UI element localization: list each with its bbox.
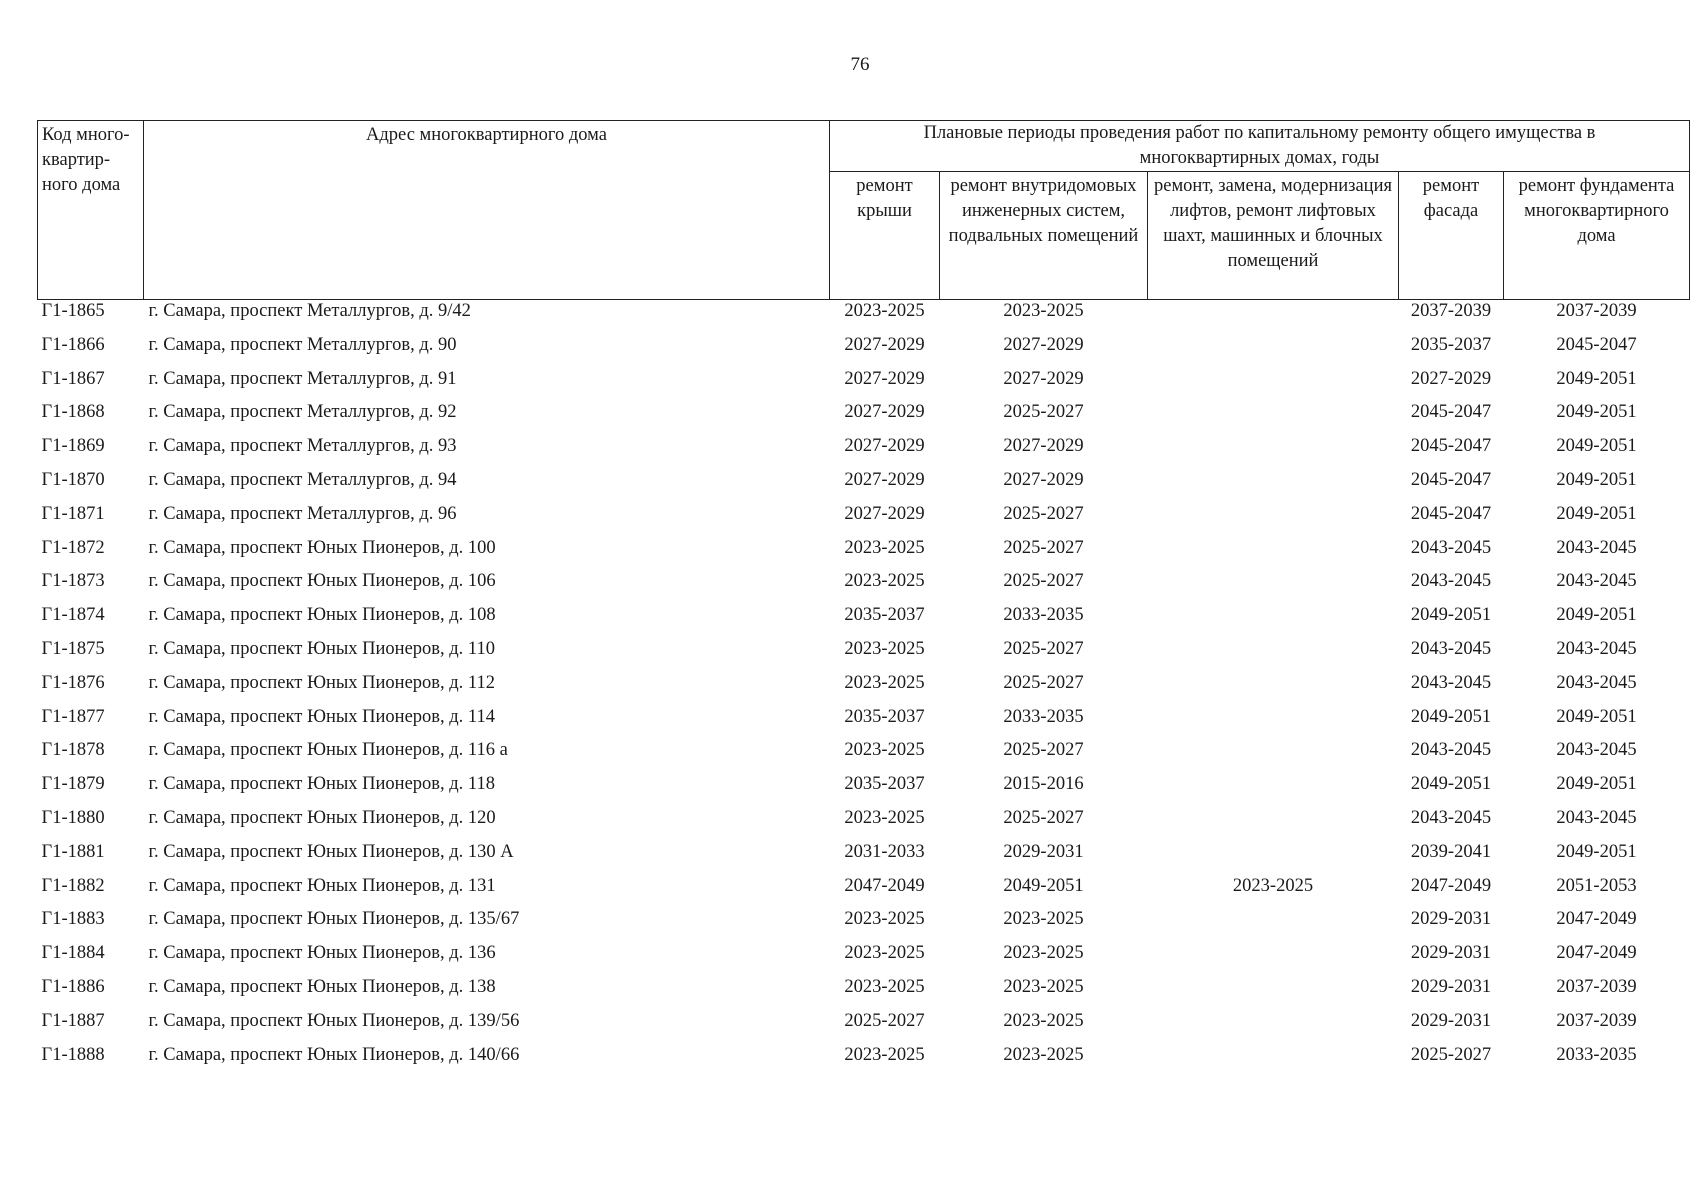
cell-foundation: 2043-2045	[1556, 537, 1637, 558]
table-row	[38, 1044, 1690, 1078]
cell-facade: 2043-2045	[1410, 571, 1492, 592]
cell-engineering: 2023-2025	[1003, 976, 1084, 997]
cell-elevators	[1148, 672, 1399, 706]
cell-code: Г1-1878	[41, 740, 105, 761]
table-row	[38, 739, 1690, 773]
cell-engineering: 2027-2029	[1003, 368, 1084, 389]
cell-address: г. Самара, проспект Юных Пионеров, д. 130 А	[148, 841, 514, 862]
cell-engineering: 2025-2027	[1003, 402, 1084, 423]
cell-code: Г1-1882	[41, 875, 105, 896]
cell-foundation: 2049-2051	[1556, 503, 1637, 524]
cell-engineering: 2025-2027	[1003, 638, 1084, 659]
cell-elevators	[1148, 401, 1399, 435]
header-planned-periods: Плановые периоды проведения работ по капитальному ремонту общего имущества в многоквартирных домах, годы	[830, 121, 1690, 172]
cell-code: Г1-1865	[41, 301, 105, 321]
cell-roof: 2035-2037	[844, 605, 925, 626]
cell-foundation: 2045-2047	[1556, 334, 1637, 355]
cell-engineering: 2025-2027	[1003, 503, 1084, 524]
cell-roof: 2023-2025	[844, 672, 925, 693]
cell-engineering: 2015-2016	[1003, 774, 1084, 795]
cell-elevators	[1148, 435, 1399, 469]
cell-engineering: 2033-2035	[1003, 605, 1084, 626]
cell-address: г. Самара, проспект Металлургов, д. 94	[148, 469, 457, 490]
header-address: Адрес многоквартирного дома	[144, 121, 830, 300]
cell-foundation: 2049-2051	[1556, 774, 1637, 795]
cell-code: Г1-1868	[41, 402, 105, 423]
cell-roof: 2023-2025	[844, 301, 925, 321]
cell-code: Г1-1884	[41, 943, 105, 964]
table-row	[38, 537, 1690, 571]
cell-engineering: 2025-2027	[1003, 807, 1084, 828]
cell-address: г. Самара, проспект Юных Пионеров, д. 116 а	[148, 740, 508, 761]
cell-roof: 2035-2037	[844, 774, 925, 795]
cell-code: Г1-1871	[41, 503, 105, 524]
cell-roof: 2023-2025	[844, 909, 925, 930]
cell-code: Г1-1875	[41, 638, 105, 659]
cell-facade: 2037-2039	[1410, 301, 1492, 321]
cell-roof: 2027-2029	[844, 503, 925, 524]
cell-roof: 2047-2049	[844, 875, 925, 896]
cell-engineering: 2023-2025	[1003, 1010, 1084, 1031]
cell-facade: 2043-2045	[1410, 638, 1492, 659]
cell-address: г. Самара, проспект Металлургов, д. 92	[148, 402, 457, 423]
cell-address: г. Самара, проспект Юных Пионеров, д. 138	[148, 976, 496, 997]
cell-code: Г1-1866	[41, 334, 105, 355]
cell-elevators: 2023-2025	[1232, 875, 1314, 896]
cell-facade: 2049-2051	[1410, 706, 1492, 727]
cell-code: Г1-1886	[41, 976, 105, 997]
cell-facade: 2027-2029	[1410, 368, 1492, 389]
cell-foundation: 2043-2045	[1556, 740, 1637, 761]
cell-elevators	[1148, 368, 1399, 402]
table-row	[38, 435, 1690, 469]
cell-roof: 2031-2033	[844, 841, 925, 862]
cell-foundation: 2047-2049	[1556, 943, 1637, 964]
cell-code: Г1-1869	[41, 436, 105, 457]
table-row	[38, 875, 1690, 909]
cell-facade: 2045-2047	[1410, 503, 1492, 524]
table-row	[38, 908, 1690, 942]
cell-address: г. Самара, проспект Металлургов, д. 93	[148, 436, 457, 457]
cell-roof: 2023-2025	[844, 571, 925, 592]
header-engineering: ремонт внутридомовых инженерных систем, подвальных помещений	[940, 172, 1148, 300]
table-row	[38, 604, 1690, 638]
cell-address: г. Самара, проспект Юных Пионеров, д. 110	[148, 638, 495, 659]
cell-roof: 2027-2029	[844, 436, 925, 457]
cell-roof: 2023-2025	[844, 807, 925, 828]
cell-code: Г1-1881	[41, 841, 105, 862]
cell-elevators	[1148, 976, 1399, 1010]
cell-code: Г1-1887	[41, 1010, 105, 1031]
cell-foundation: 2049-2051	[1556, 841, 1637, 862]
cell-code: Г1-1880	[41, 807, 105, 828]
cell-engineering: 2023-2025	[1003, 909, 1084, 930]
cell-foundation: 2049-2051	[1556, 436, 1637, 457]
cell-engineering: 2023-2025	[1003, 1044, 1084, 1065]
cell-facade: 2029-2031	[1410, 943, 1492, 964]
table-row	[38, 706, 1690, 740]
table-header	[38, 121, 1690, 300]
cell-elevators	[1148, 807, 1399, 841]
cell-facade: 2045-2047	[1410, 469, 1492, 490]
cell-engineering: 2023-2025	[1003, 301, 1084, 321]
cell-code: Г1-1870	[41, 469, 105, 490]
header-facade: ремонт фасада	[1399, 172, 1504, 300]
cell-code: Г1-1888	[41, 1044, 105, 1065]
cell-facade: 2049-2051	[1410, 605, 1492, 626]
cell-facade: 2043-2045	[1410, 740, 1492, 761]
cell-elevators	[1148, 1044, 1399, 1078]
cell-roof: 2023-2025	[844, 537, 925, 558]
header-code: Код много-квартир-ного дома	[38, 121, 144, 300]
cell-roof: 2023-2025	[844, 638, 925, 659]
cell-foundation: 2049-2051	[1556, 402, 1637, 423]
cell-foundation: 2043-2045	[1556, 807, 1637, 828]
page-number: 76	[850, 54, 870, 75]
cell-facade: 2045-2047	[1410, 402, 1492, 423]
cell-foundation: 2043-2045	[1556, 672, 1637, 693]
cell-engineering: 2025-2027	[1003, 571, 1084, 592]
cell-engineering: 2027-2029	[1003, 436, 1084, 457]
cell-elevators	[1148, 841, 1399, 875]
cell-foundation: 2049-2051	[1556, 368, 1637, 389]
table-row	[38, 807, 1690, 841]
cell-address: г. Самара, проспект Юных Пионеров, д. 120	[148, 807, 496, 828]
cell-facade: 2049-2051	[1410, 774, 1492, 795]
cell-foundation: 2051-2053	[1556, 875, 1637, 896]
cell-engineering: 2027-2029	[1003, 469, 1084, 490]
cell-elevators	[1148, 469, 1399, 503]
cell-elevators	[1148, 739, 1399, 773]
cell-address: г. Самара, проспект Юных Пионеров, д. 135/67	[148, 909, 520, 930]
cell-facade: 2047-2049	[1410, 875, 1492, 896]
cell-roof: 2035-2037	[844, 706, 925, 727]
cell-address: г. Самара, проспект Юных Пионеров, д. 131	[148, 875, 496, 896]
cell-facade: 2029-2031	[1410, 976, 1492, 997]
cell-address: г. Самара, проспект Юных Пионеров, д. 118	[148, 774, 495, 795]
cell-engineering: 2029-2031	[1003, 841, 1084, 862]
cell-code: Г1-1877	[41, 706, 105, 727]
cell-foundation: 2049-2051	[1556, 469, 1637, 490]
cell-roof: 2023-2025	[844, 976, 925, 997]
cell-address: г. Самара, проспект Юных Пионеров, д. 112	[148, 672, 495, 693]
cell-engineering: 2025-2027	[1003, 537, 1084, 558]
cell-foundation: 2049-2051	[1556, 605, 1637, 626]
cell-foundation: 2049-2051	[1556, 706, 1637, 727]
cell-facade: 2025-2027	[1410, 1044, 1492, 1065]
cell-facade: 2029-2031	[1410, 909, 1492, 930]
cell-foundation: 2043-2045	[1556, 571, 1637, 592]
cell-facade: 2035-2037	[1410, 334, 1492, 355]
cell-roof: 2027-2029	[844, 368, 925, 389]
cell-address: г. Самара, проспект Юных Пионеров, д. 139/56	[148, 1010, 520, 1031]
table-row	[38, 334, 1690, 368]
cell-elevators	[1148, 334, 1399, 368]
cell-address: г. Самара, проспект Юных Пионеров, д. 136	[148, 943, 496, 964]
table-body	[38, 300, 1690, 1078]
table-row	[38, 942, 1690, 976]
cell-elevators	[1148, 503, 1399, 537]
cell-elevators	[1148, 942, 1399, 976]
cell-elevators	[1148, 1010, 1399, 1044]
cell-address: г. Самара, проспект Металлургов, д. 90	[148, 334, 457, 355]
table-row	[38, 503, 1690, 537]
table-row	[38, 1010, 1690, 1044]
table-row	[38, 638, 1690, 672]
cell-roof: 2027-2029	[844, 402, 925, 423]
cell-foundation: 2043-2045	[1556, 638, 1637, 659]
cell-elevators	[1148, 908, 1399, 942]
cell-facade: 2043-2045	[1410, 807, 1492, 828]
cell-address: г. Самара, проспект Юных Пионеров, д. 140/66	[148, 1044, 520, 1065]
header-foundation: ремонт фундамента многоквартирного дома	[1504, 172, 1690, 300]
cell-facade: 2039-2041	[1410, 841, 1492, 862]
table-row	[38, 469, 1690, 503]
cell-engineering: 2025-2027	[1003, 740, 1084, 761]
cell-elevators	[1148, 706, 1399, 740]
cell-foundation: 2033-2035	[1556, 1044, 1637, 1065]
cell-roof: 2023-2025	[844, 740, 925, 761]
cell-address: г. Самара, проспект Юных Пионеров, д. 114	[148, 706, 495, 727]
table-row	[38, 672, 1690, 706]
capital-repair-table	[37, 120, 1690, 1077]
cell-code: Г1-1879	[41, 774, 105, 795]
cell-elevators	[1148, 300, 1399, 334]
cell-elevators	[1148, 570, 1399, 604]
cell-engineering: 2049-2051	[1003, 875, 1084, 896]
table-row	[38, 841, 1690, 875]
table-row	[38, 976, 1690, 1010]
cell-address: г. Самара, проспект Юных Пионеров, д. 100	[148, 537, 496, 558]
cell-engineering: 2025-2027	[1003, 672, 1084, 693]
cell-address: г. Самара, проспект Юных Пионеров, д. 108	[148, 605, 496, 626]
cell-code: Г1-1872	[41, 537, 105, 558]
cell-engineering: 2023-2025	[1003, 943, 1084, 964]
cell-code: Г1-1876	[41, 672, 105, 693]
cell-address: г. Самара, проспект Металлургов, д. 9/42	[148, 301, 471, 321]
cell-roof: 2027-2029	[844, 469, 925, 490]
cell-engineering: 2027-2029	[1003, 334, 1084, 355]
table-row	[38, 401, 1690, 435]
cell-facade: 2029-2031	[1410, 1010, 1492, 1031]
cell-code: Г1-1874	[41, 605, 105, 626]
table-row	[38, 368, 1690, 402]
cell-foundation: 2037-2039	[1556, 976, 1637, 997]
cell-foundation: 2037-2039	[1556, 1010, 1637, 1031]
header-roof: ремонт крыши	[830, 172, 940, 300]
cell-code: Г1-1867	[41, 368, 105, 389]
cell-code: Г1-1883	[41, 909, 105, 930]
cell-code: Г1-1873	[41, 571, 105, 592]
cell-facade: 2043-2045	[1410, 537, 1492, 558]
table-row	[38, 300, 1690, 334]
cell-address: г. Самара, проспект Юных Пионеров, д. 106	[148, 571, 496, 592]
cell-address: г. Самара, проспект Металлургов, д. 96	[148, 503, 457, 524]
cell-engineering: 2033-2035	[1003, 706, 1084, 727]
cell-elevators	[1148, 638, 1399, 672]
table-row	[38, 773, 1690, 807]
cell-elevators	[1148, 773, 1399, 807]
header-elevators: ремонт, замена, модернизация лифтов, ремонт лифтовых шахт, машинных и блочных помещений	[1148, 172, 1399, 300]
cell-foundation: 2047-2049	[1556, 909, 1637, 930]
cell-foundation: 2037-2039	[1556, 301, 1637, 321]
cell-address: г. Самара, проспект Металлургов, д. 91	[148, 368, 457, 389]
cell-roof: 2023-2025	[844, 1044, 925, 1065]
cell-facade: 2043-2045	[1410, 672, 1492, 693]
table-row	[38, 570, 1690, 604]
cell-elevators	[1148, 537, 1399, 571]
cell-roof: 2025-2027	[844, 1010, 925, 1031]
cell-facade: 2045-2047	[1410, 436, 1492, 457]
cell-roof: 2027-2029	[844, 334, 925, 355]
cell-elevators	[1148, 604, 1399, 638]
cell-roof: 2023-2025	[844, 943, 925, 964]
